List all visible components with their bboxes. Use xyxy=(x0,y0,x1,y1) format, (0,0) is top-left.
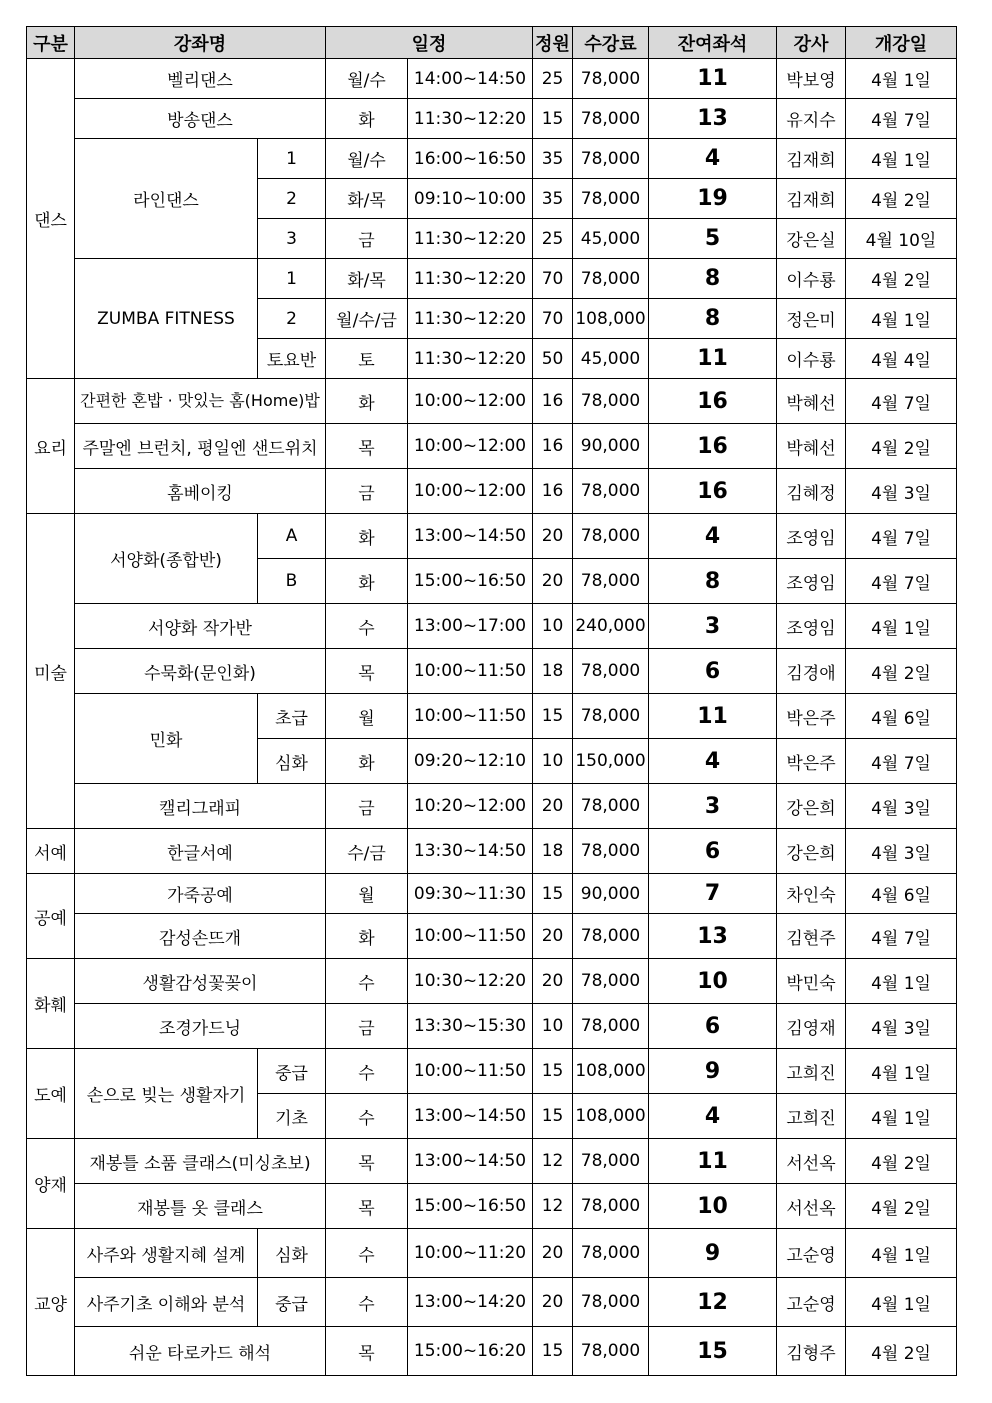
class-time: 15:00~16:50 xyxy=(408,559,533,604)
course-name: 한글서예 xyxy=(75,829,326,874)
capacity: 15 xyxy=(533,1327,573,1376)
remaining-seats: 11 xyxy=(649,694,777,739)
instructor: 김재희 xyxy=(777,179,846,219)
class-time: 13:30~14:50 xyxy=(408,829,533,874)
remaining-seats: 11 xyxy=(649,59,777,99)
instructor: 박혜선 xyxy=(777,424,846,469)
capacity: 16 xyxy=(533,424,573,469)
course-section: A xyxy=(258,514,326,559)
class-days: 월/수 xyxy=(326,59,408,99)
class-days: 화/목 xyxy=(326,179,408,219)
start-date: 4월 7일 xyxy=(846,739,957,784)
remaining-seats: 11 xyxy=(649,339,777,379)
instructor: 김재희 xyxy=(777,139,846,179)
class-days: 월/수 xyxy=(326,139,408,179)
class-time: 10:30~12:20 xyxy=(408,959,533,1004)
course-name: 손으로 빚는 생활자기 xyxy=(75,1049,258,1139)
course-name: 감성손뜨개 xyxy=(75,914,326,959)
class-time: 10:20~12:00 xyxy=(408,784,533,829)
class-time: 10:00~11:50 xyxy=(408,1049,533,1094)
category-cell: 양재 xyxy=(27,1139,75,1229)
remaining-seats: 11 xyxy=(649,1139,777,1184)
class-time: 13:00~17:00 xyxy=(408,604,533,649)
course-name: 벨리댄스 xyxy=(75,59,326,99)
fee: 45,000 xyxy=(573,339,649,379)
instructor: 서선옥 xyxy=(777,1139,846,1184)
instructor: 이수룡 xyxy=(777,259,846,299)
table-row xyxy=(27,694,957,739)
instructor: 고순영 xyxy=(777,1229,846,1278)
class-days: 금 xyxy=(326,219,408,259)
table-row xyxy=(27,829,957,874)
class-days: 화/목 xyxy=(326,259,408,299)
header-row xyxy=(27,27,957,59)
header-schedule: 일정 xyxy=(326,27,533,59)
start-date: 4월 7일 xyxy=(846,559,957,604)
fee: 78,000 xyxy=(573,139,649,179)
fee: 78,000 xyxy=(573,649,649,694)
start-date: 4월 7일 xyxy=(846,379,957,424)
class-days: 수 xyxy=(326,604,408,649)
capacity: 70 xyxy=(533,259,573,299)
instructor: 고순영 xyxy=(777,1278,846,1327)
start-date: 4월 1일 xyxy=(846,1094,957,1139)
course-name: 캘리그래피 xyxy=(75,784,326,829)
class-time: 10:00~11:50 xyxy=(408,694,533,739)
header-course: 강좌명 xyxy=(75,27,326,59)
remaining-seats: 10 xyxy=(649,959,777,1004)
fee: 108,000 xyxy=(573,1094,649,1139)
class-days: 월 xyxy=(326,874,408,914)
fee: 78,000 xyxy=(573,784,649,829)
class-time: 16:00~16:50 xyxy=(408,139,533,179)
course-section: 초급 xyxy=(258,694,326,739)
class-time: 11:30~12:20 xyxy=(408,339,533,379)
fee: 108,000 xyxy=(573,1049,649,1094)
remaining-seats: 6 xyxy=(649,1004,777,1049)
course-section: B xyxy=(258,559,326,604)
fee: 78,000 xyxy=(573,559,649,604)
capacity: 20 xyxy=(533,1229,573,1278)
fee: 78,000 xyxy=(573,1327,649,1376)
course-section: 2 xyxy=(258,299,326,339)
instructor: 박민숙 xyxy=(777,959,846,1004)
capacity: 15 xyxy=(533,694,573,739)
class-days: 화 xyxy=(326,99,408,139)
header-category: 구분 xyxy=(27,27,75,59)
course-section: 중급 xyxy=(258,1278,326,1327)
instructor: 조영임 xyxy=(777,514,846,559)
fee: 78,000 xyxy=(573,914,649,959)
table-row xyxy=(27,1049,957,1094)
fee: 78,000 xyxy=(573,1229,649,1278)
table-row xyxy=(27,1229,957,1278)
start-date: 4월 1일 xyxy=(846,959,957,1004)
class-days: 화 xyxy=(326,379,408,424)
capacity: 70 xyxy=(533,299,573,339)
class-time: 13:00~14:50 xyxy=(408,514,533,559)
class-days: 수 xyxy=(326,1049,408,1094)
class-time: 10:00~12:00 xyxy=(408,379,533,424)
instructor: 김혜정 xyxy=(777,469,846,514)
start-date: 4월 2일 xyxy=(846,1184,957,1229)
remaining-seats: 10 xyxy=(649,1184,777,1229)
course-name: 서양화 작가반 xyxy=(75,604,326,649)
fee: 78,000 xyxy=(573,1278,649,1327)
instructor: 조영임 xyxy=(777,559,846,604)
start-date: 4월 6일 xyxy=(846,694,957,739)
course-section: 2 xyxy=(258,179,326,219)
start-date: 4월 2일 xyxy=(846,1139,957,1184)
fee: 78,000 xyxy=(573,259,649,299)
course-name: 방송댄스 xyxy=(75,99,326,139)
instructor: 김경애 xyxy=(777,649,846,694)
capacity: 20 xyxy=(533,784,573,829)
table-row xyxy=(27,959,957,1004)
instructor: 조영임 xyxy=(777,604,846,649)
table-row xyxy=(27,379,957,424)
start-date: 4월 2일 xyxy=(846,179,957,219)
instructor: 유지수 xyxy=(777,99,846,139)
start-date: 4월 1일 xyxy=(846,1229,957,1278)
course-name: 사주와 생활지혜 설계 xyxy=(75,1229,258,1278)
table-row xyxy=(27,914,957,959)
instructor: 김현주 xyxy=(777,914,846,959)
capacity: 20 xyxy=(533,559,573,604)
table-row xyxy=(27,259,957,299)
class-schedule-table xyxy=(26,26,957,1376)
category-cell: 화훼 xyxy=(27,959,75,1049)
remaining-seats: 13 xyxy=(649,99,777,139)
class-time: 11:30~12:20 xyxy=(408,219,533,259)
class-days: 금 xyxy=(326,469,408,514)
class-time: 11:30~12:20 xyxy=(408,259,533,299)
course-name: 사주기초 이해와 분석 xyxy=(75,1278,258,1327)
instructor: 김형주 xyxy=(777,1327,846,1376)
fee: 78,000 xyxy=(573,99,649,139)
class-time: 10:00~12:00 xyxy=(408,424,533,469)
start-date: 4월 2일 xyxy=(846,424,957,469)
table-row xyxy=(27,99,957,139)
capacity: 18 xyxy=(533,829,573,874)
course-section: 심화 xyxy=(258,1229,326,1278)
class-time: 13:00~14:50 xyxy=(408,1139,533,1184)
class-time: 13:00~14:50 xyxy=(408,1094,533,1139)
course-name: 주말엔 브런치, 평일엔 샌드위치 xyxy=(75,424,326,469)
class-days: 월/수/금 xyxy=(326,299,408,339)
instructor: 강은희 xyxy=(777,784,846,829)
class-time: 10:00~12:00 xyxy=(408,469,533,514)
remaining-seats: 6 xyxy=(649,829,777,874)
class-time: 09:20~12:10 xyxy=(408,739,533,784)
course-section: 중급 xyxy=(258,1049,326,1094)
instructor: 강은실 xyxy=(777,219,846,259)
capacity: 35 xyxy=(533,179,573,219)
course-section: 기초 xyxy=(258,1094,326,1139)
remaining-seats: 8 xyxy=(649,259,777,299)
capacity: 25 xyxy=(533,59,573,99)
class-days: 화 xyxy=(326,514,408,559)
fee: 90,000 xyxy=(573,424,649,469)
class-days: 화 xyxy=(326,559,408,604)
class-days: 화 xyxy=(326,739,408,784)
course-name: 재봉틀 옷 클래스 xyxy=(75,1184,326,1229)
class-days: 목 xyxy=(326,649,408,694)
instructor: 박은주 xyxy=(777,694,846,739)
class-days: 목 xyxy=(326,1184,408,1229)
category-cell: 도예 xyxy=(27,1049,75,1139)
remaining-seats: 4 xyxy=(649,739,777,784)
remaining-seats: 4 xyxy=(649,514,777,559)
capacity: 35 xyxy=(533,139,573,179)
instructor: 강은희 xyxy=(777,829,846,874)
course-section: 심화 xyxy=(258,739,326,784)
category-cell: 서예 xyxy=(27,829,75,874)
class-time: 11:30~12:20 xyxy=(408,299,533,339)
start-date: 4월 1일 xyxy=(846,1049,957,1094)
table-row xyxy=(27,1327,957,1376)
course-name: 조경가드닝 xyxy=(75,1004,326,1049)
header-instructor: 강사 xyxy=(777,27,846,59)
start-date: 4월 1일 xyxy=(846,139,957,179)
capacity: 20 xyxy=(533,1278,573,1327)
table-row xyxy=(27,469,957,514)
table-row xyxy=(27,1184,957,1229)
instructor: 박은주 xyxy=(777,739,846,784)
class-days: 월 xyxy=(326,694,408,739)
course-name: 가죽공예 xyxy=(75,874,326,914)
class-days: 금 xyxy=(326,1004,408,1049)
fee: 78,000 xyxy=(573,829,649,874)
start-date: 4월 3일 xyxy=(846,829,957,874)
capacity: 10 xyxy=(533,739,573,784)
class-days: 수 xyxy=(326,959,408,1004)
remaining-seats: 16 xyxy=(649,469,777,514)
remaining-seats: 7 xyxy=(649,874,777,914)
instructor: 고희진 xyxy=(777,1049,846,1094)
capacity: 25 xyxy=(533,219,573,259)
course-name: 홈베이킹 xyxy=(75,469,326,514)
start-date: 4월 1일 xyxy=(846,299,957,339)
fee: 78,000 xyxy=(573,59,649,99)
course-name: 생활감성꽃꽂이 xyxy=(75,959,326,1004)
instructor: 김영재 xyxy=(777,1004,846,1049)
class-days: 수 xyxy=(326,1094,408,1139)
remaining-seats: 12 xyxy=(649,1278,777,1327)
table-row xyxy=(27,59,957,99)
remaining-seats: 5 xyxy=(649,219,777,259)
table-row xyxy=(27,874,957,914)
table-row xyxy=(27,424,957,469)
table-row xyxy=(27,649,957,694)
class-time: 15:00~16:20 xyxy=(408,1327,533,1376)
class-days: 수 xyxy=(326,1278,408,1327)
remaining-seats: 13 xyxy=(649,914,777,959)
header-start-date: 개강일 xyxy=(846,27,957,59)
fee: 90,000 xyxy=(573,874,649,914)
start-date: 4월 6일 xyxy=(846,874,957,914)
table-row xyxy=(27,514,957,559)
start-date: 4월 2일 xyxy=(846,259,957,299)
fee: 78,000 xyxy=(573,179,649,219)
instructor: 박보영 xyxy=(777,59,846,99)
course-name: 쉬운 타로카드 해석 xyxy=(75,1327,326,1376)
start-date: 4월 3일 xyxy=(846,469,957,514)
capacity: 15 xyxy=(533,1049,573,1094)
capacity: 12 xyxy=(533,1184,573,1229)
class-time: 13:00~14:20 xyxy=(408,1278,533,1327)
class-days: 수 xyxy=(326,1229,408,1278)
capacity: 10 xyxy=(533,1004,573,1049)
fee: 78,000 xyxy=(573,1139,649,1184)
class-days: 토 xyxy=(326,339,408,379)
course-name: ZUMBA FITNESS xyxy=(75,259,258,379)
class-time: 10:00~11:50 xyxy=(408,649,533,694)
fee: 78,000 xyxy=(573,694,649,739)
remaining-seats: 6 xyxy=(649,649,777,694)
class-days: 수/금 xyxy=(326,829,408,874)
header-capacity: 정원 xyxy=(533,27,573,59)
fee: 240,000 xyxy=(573,604,649,649)
capacity: 15 xyxy=(533,99,573,139)
class-time: 13:30~15:30 xyxy=(408,1004,533,1049)
remaining-seats: 4 xyxy=(649,1094,777,1139)
table-row xyxy=(27,1004,957,1049)
class-days: 목 xyxy=(326,1327,408,1376)
remaining-seats: 3 xyxy=(649,784,777,829)
remaining-seats: 9 xyxy=(649,1049,777,1094)
course-name: 수묵화(문인화) xyxy=(75,649,326,694)
remaining-seats: 8 xyxy=(649,559,777,604)
class-time: 09:30~11:30 xyxy=(408,874,533,914)
capacity: 12 xyxy=(533,1139,573,1184)
capacity: 16 xyxy=(533,469,573,514)
class-time: 14:00~14:50 xyxy=(408,59,533,99)
instructor: 고희진 xyxy=(777,1094,846,1139)
instructor: 이수룡 xyxy=(777,339,846,379)
remaining-seats: 8 xyxy=(649,299,777,339)
class-days: 금 xyxy=(326,784,408,829)
fee: 45,000 xyxy=(573,219,649,259)
fee: 78,000 xyxy=(573,379,649,424)
category-cell: 요리 xyxy=(27,379,75,514)
start-date: 4월 3일 xyxy=(846,784,957,829)
start-date: 4월 1일 xyxy=(846,604,957,649)
course-section: 1 xyxy=(258,139,326,179)
table-row xyxy=(27,604,957,649)
fee: 78,000 xyxy=(573,959,649,1004)
capacity: 18 xyxy=(533,649,573,694)
course-section: 1 xyxy=(258,259,326,299)
course-name: 간편한 혼밥 · 맛있는 홈(Home)밥 xyxy=(75,379,326,424)
remaining-seats: 15 xyxy=(649,1327,777,1376)
instructor: 정은미 xyxy=(777,299,846,339)
class-days: 화 xyxy=(326,914,408,959)
class-days: 목 xyxy=(326,1139,408,1184)
capacity: 16 xyxy=(533,379,573,424)
class-time: 15:00~16:50 xyxy=(408,1184,533,1229)
remaining-seats: 19 xyxy=(649,179,777,219)
fee: 108,000 xyxy=(573,299,649,339)
category-cell: 교양 xyxy=(27,1229,75,1376)
capacity: 20 xyxy=(533,914,573,959)
fee: 150,000 xyxy=(573,739,649,784)
start-date: 4월 4일 xyxy=(846,339,957,379)
capacity: 10 xyxy=(533,604,573,649)
remaining-seats: 16 xyxy=(649,379,777,424)
capacity: 50 xyxy=(533,339,573,379)
category-cell: 댄스 xyxy=(27,59,75,379)
remaining-seats: 9 xyxy=(649,1229,777,1278)
header-fee: 수강료 xyxy=(573,27,649,59)
instructor: 서선옥 xyxy=(777,1184,846,1229)
table-row xyxy=(27,784,957,829)
course-name: 서양화(종합반) xyxy=(75,514,258,604)
class-time: 10:00~11:50 xyxy=(408,914,533,959)
course-section: 3 xyxy=(258,219,326,259)
capacity: 20 xyxy=(533,959,573,1004)
start-date: 4월 7일 xyxy=(846,914,957,959)
course-section: 토요반 xyxy=(258,339,326,379)
table-row xyxy=(27,1139,957,1184)
header-remaining-seats: 잔여좌석 xyxy=(649,27,777,59)
start-date: 4월 10일 xyxy=(846,219,957,259)
capacity: 20 xyxy=(533,514,573,559)
table-row xyxy=(27,139,957,179)
course-name: 라인댄스 xyxy=(75,139,258,259)
start-date: 4월 1일 xyxy=(846,59,957,99)
remaining-seats: 16 xyxy=(649,424,777,469)
class-days: 목 xyxy=(326,424,408,469)
start-date: 4월 3일 xyxy=(846,1004,957,1049)
start-date: 4월 2일 xyxy=(846,1327,957,1376)
start-date: 4월 2일 xyxy=(846,649,957,694)
start-date: 4월 1일 xyxy=(846,1278,957,1327)
capacity: 15 xyxy=(533,874,573,914)
remaining-seats: 4 xyxy=(649,139,777,179)
category-cell: 공예 xyxy=(27,874,75,959)
fee: 78,000 xyxy=(573,469,649,514)
class-time: 09:10~10:00 xyxy=(408,179,533,219)
fee: 78,000 xyxy=(573,514,649,559)
instructor: 박혜선 xyxy=(777,379,846,424)
remaining-seats: 3 xyxy=(649,604,777,649)
fee: 78,000 xyxy=(573,1004,649,1049)
start-date: 4월 7일 xyxy=(846,514,957,559)
class-time: 11:30~12:20 xyxy=(408,99,533,139)
capacity: 15 xyxy=(533,1094,573,1139)
start-date: 4월 7일 xyxy=(846,99,957,139)
fee: 78,000 xyxy=(573,1184,649,1229)
category-cell: 미술 xyxy=(27,514,75,829)
course-name: 재봉틀 소품 클래스(미싱초보) xyxy=(75,1139,326,1184)
instructor: 차인숙 xyxy=(777,874,846,914)
class-time: 10:00~11:20 xyxy=(408,1229,533,1278)
table-row xyxy=(27,1278,957,1327)
course-name: 민화 xyxy=(75,694,258,784)
